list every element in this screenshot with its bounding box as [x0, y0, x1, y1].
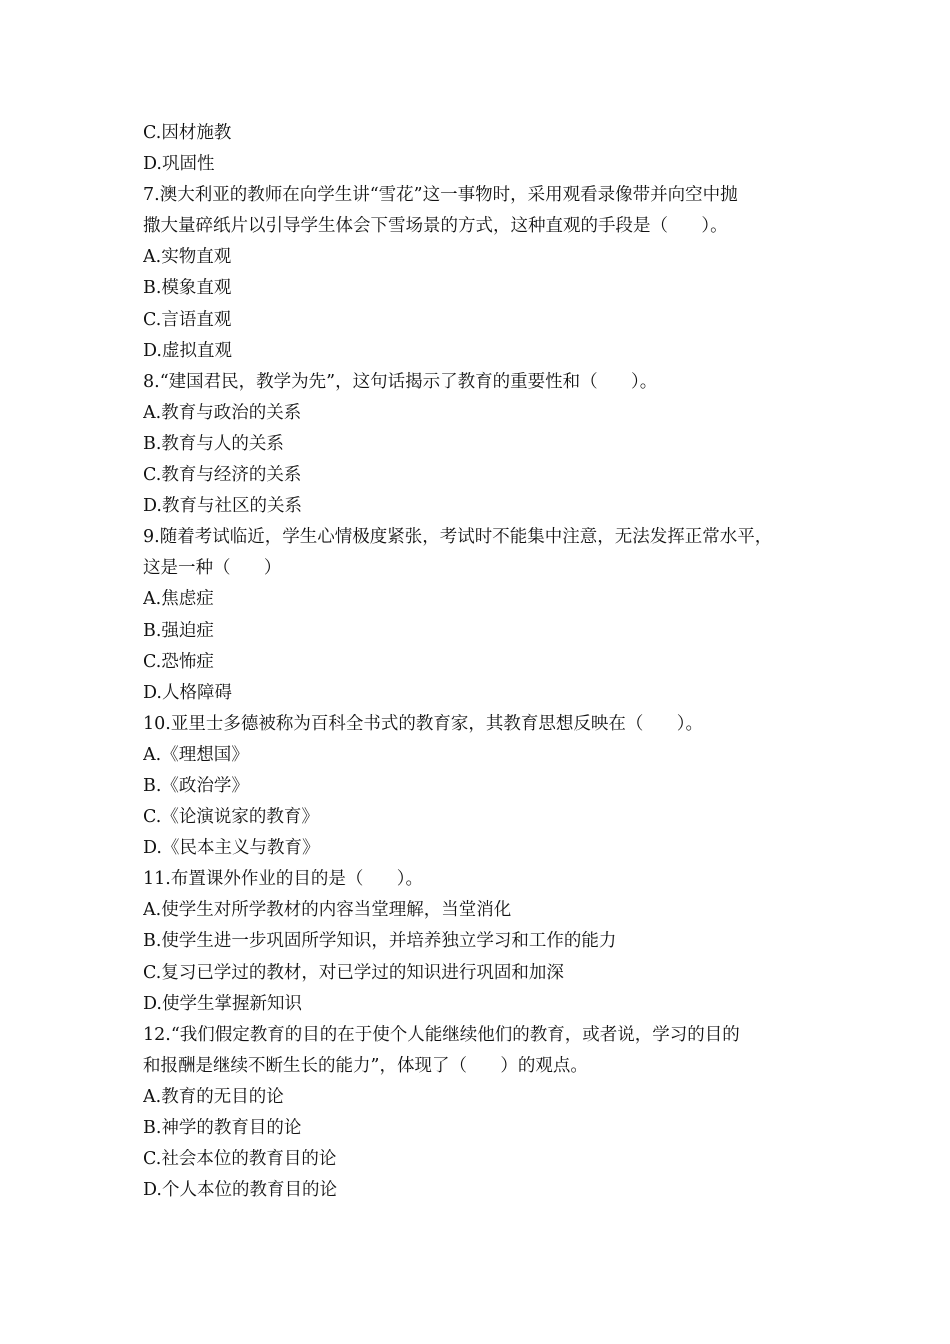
- option-line: C.复习已学过的教材，对已学过的知识进行巩固和加深: [143, 962, 564, 983]
- question-7-line-2: 撒大量碎纸片以引导学生体会下雪场景的方式，这种直观的手段是（ ）。: [143, 216, 728, 237]
- option-line: C.恐怖症: [143, 651, 214, 672]
- option-line: B.强迫症: [143, 620, 214, 641]
- option-line: B.《政治学》: [143, 775, 249, 796]
- option-line: A.实物直观: [143, 247, 232, 268]
- question-12-line-1: 12.“我们假定教育的目的在于使个人能继续他们的教育，或者说，学习的目的: [143, 1024, 740, 1045]
- option-line: A.《理想国》: [143, 744, 249, 765]
- option-line: C.言语直观: [143, 309, 232, 330]
- option-line: C.《论演说家的教育》: [143, 807, 319, 828]
- question-9-line-2: 这是一种（ ）: [143, 558, 282, 579]
- option-line: B.神学的教育目的论: [143, 1118, 302, 1138]
- option-line: A.焦虑症: [143, 589, 214, 610]
- question-10-line: 10.亚里士多德被称为百科全书式的教育家，其教育思想反映在（ ）。: [143, 713, 703, 734]
- option-line: D.教育与社区的关系: [143, 496, 302, 517]
- option-line: D.虚拟直观: [143, 340, 232, 361]
- option-line: C.教育与经济的关系: [143, 465, 302, 486]
- option-line: D.巩固性: [143, 154, 215, 175]
- option-line: A.使学生对所学教材的内容当堂理解，当堂消化: [143, 900, 512, 921]
- option-line: D.人格障碍: [143, 682, 232, 703]
- option-line: D.使学生掌握新知识: [143, 993, 302, 1014]
- option-line: B.模象直观: [143, 278, 232, 299]
- question-11-line: 11.布置课外作业的目的是（ ）。: [143, 869, 423, 890]
- question-12-line-2: 和报酬是继续不断生长的能力”，体现了（ ）的观点。: [143, 1055, 588, 1076]
- option-line: D.个人本位的教育目的论: [143, 1180, 337, 1201]
- option-line: A.教育的无目的论: [143, 1086, 284, 1107]
- option-line: B.教育与人的关系: [143, 433, 284, 454]
- question-7-line-1: 7.澳大利亚的教师在向学生讲“雪花”这一事物时，采用观看录像带并向空中抛: [143, 185, 738, 206]
- option-line: B.使学生进一步巩固所学知识，并培养独立学习和工作的能力: [143, 931, 617, 952]
- question-8-line: 8.“建国君民，教学为先”，这句话揭示了教育的重要性和（ ）。: [143, 371, 658, 392]
- option-line: D.《民本主义与教育》: [143, 838, 320, 859]
- question-9-line-1: 9.随着考试临近，学生心情极度紧张，考试时不能集中注意，无法发挥正常水平，: [143, 527, 773, 548]
- option-line: C.社会本位的教育目的论: [143, 1149, 337, 1170]
- option-line: A.教育与政治的关系: [143, 402, 302, 423]
- document-body: [143, 118, 813, 1206]
- option-line: C.因材施教: [143, 123, 232, 143]
